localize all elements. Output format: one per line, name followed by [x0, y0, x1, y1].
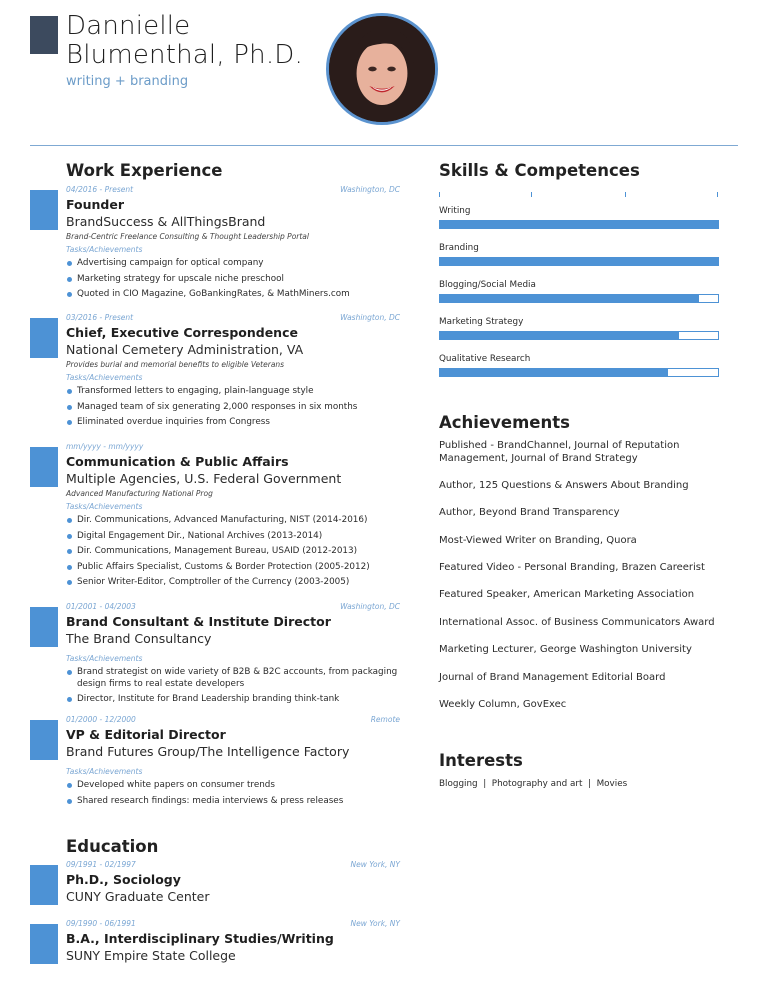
- scale-tick: [717, 192, 718, 197]
- task-list: [66, 780, 402, 811]
- skill-bar: [439, 257, 719, 266]
- task-item: Eliminated overdue inquiries from Congress: [66, 417, 402, 429]
- tasks-label: Tasks/Achievements: [66, 502, 143, 511]
- job-description: Brand-Centric Freelance Consulting & Thought Leadership Portal: [66, 232, 309, 241]
- education-dates: 09/1990 - 06/1991: [66, 919, 136, 928]
- job-dates: 01/2001 - 04/2003: [66, 602, 136, 611]
- job-marker: [30, 190, 58, 230]
- skill-row: [439, 280, 719, 290]
- tagline: writing + branding: [66, 74, 189, 89]
- job-marker: [30, 318, 58, 358]
- achievement-item: Featured Video - Personal Branding, Brazen Careerist: [439, 562, 705, 573]
- task-item: Senior Writer-Editor, Comptroller of the Currency (2003-2005): [66, 577, 402, 589]
- skill-scale-ticks: [439, 192, 719, 198]
- task-item: Marketing strategy for upscale niche preschool: [66, 274, 402, 286]
- task-item: Transformed letters to engaging, plain-language style: [66, 386, 402, 398]
- name-line-2: Blumenthal, Ph.D.: [66, 40, 303, 70]
- job-title: VP & Editorial Director: [66, 727, 226, 742]
- name-line-1: Dannielle: [66, 11, 191, 41]
- job-description: Advanced Manufacturing National Prog: [66, 489, 213, 498]
- task-item: Public Affairs Specialist, Customs & Border Protection (2005-2012): [66, 562, 402, 574]
- job-organization: BrandSuccess & AllThingsBrand: [66, 214, 266, 229]
- task-item: Shared research findings: media interviews & press releases: [66, 796, 402, 808]
- job-title: Chief, Executive Correspondence: [66, 325, 298, 340]
- skill-name: Qualitative Research: [439, 354, 531, 364]
- job-dates: 04/2016 - Present: [66, 185, 134, 194]
- education-meta: [66, 919, 400, 928]
- skill-bar-fill: [440, 369, 668, 376]
- task-list: [66, 258, 402, 305]
- achievement-item: Published - BrandChannel, Journal of Reputation Management, Journal of Brand Strategy: [439, 440, 680, 464]
- task-list: [66, 667, 402, 710]
- task-item: Managed team of six generating 2,000 responses in six months: [66, 402, 402, 414]
- task-item: Dir. Communications, Advanced Manufacturing, NIST (2014-2016): [66, 515, 402, 527]
- tasks-label: Tasks/Achievements: [66, 654, 143, 663]
- education-location: New York, NY: [350, 860, 400, 869]
- task-item: Dir. Communications, Management Bureau, USAID (2012-2013): [66, 546, 402, 558]
- tasks-label: Tasks/Achievements: [66, 767, 143, 776]
- job-meta: [66, 602, 400, 611]
- job-location: Remote: [370, 715, 400, 724]
- education-location: New York, NY: [350, 919, 400, 928]
- skill-row: [439, 243, 719, 253]
- skill-name: Marketing Strategy: [439, 317, 524, 327]
- achievement-item: Marketing Lecturer, George Washington University: [439, 644, 692, 655]
- achievement-item: International Assoc. of Business Communicators Award: [439, 617, 715, 628]
- tasks-label: Tasks/Achievements: [66, 373, 143, 382]
- achievement-item: Featured Speaker, American Marketing Association: [439, 589, 695, 600]
- job-dates: mm/yyyy - mm/yyyy: [66, 442, 144, 451]
- task-item: Director, Institute for Brand Leadership branding think-tank: [66, 694, 402, 706]
- skill-bar: [439, 331, 719, 340]
- skill-row: [439, 206, 719, 216]
- education-marker: [30, 865, 58, 905]
- job-marker: [30, 720, 58, 760]
- skill-bar-fill: [440, 221, 718, 228]
- job-description: Provides burial and memorial benefits to eligible Veterans: [66, 360, 285, 369]
- job-location: Washington, DC: [340, 602, 400, 611]
- profile-photo: [326, 13, 438, 125]
- skill-row: [439, 317, 719, 327]
- task-list: [66, 515, 402, 593]
- education-dates: 09/1991 - 02/1997: [66, 860, 136, 869]
- job-meta: [66, 185, 400, 194]
- skill-bar: [439, 294, 719, 303]
- job-title: Communication & Public Affairs: [66, 454, 289, 469]
- skill-bar: [439, 368, 719, 377]
- school-name: CUNY Graduate Center: [66, 889, 210, 904]
- skill-bar-fill: [440, 258, 718, 265]
- job-organization: Multiple Agencies, U.S. Federal Government: [66, 471, 342, 486]
- task-item: Quoted in CIO Magazine, GoBankingRates, & MathMiners.com: [66, 289, 402, 301]
- achievement-item: Author, Beyond Brand Transparency: [439, 507, 620, 518]
- job-location: Washington, DC: [340, 185, 400, 194]
- task-item: Advertising campaign for optical company: [66, 258, 402, 270]
- job-dates: 01/2000 - 12/2000: [66, 715, 136, 724]
- job-organization: The Brand Consultancy: [66, 631, 212, 646]
- job-organization: National Cemetery Administration, VA: [66, 342, 304, 357]
- achievement-item: Weekly Column, GovExec: [439, 699, 567, 710]
- education-heading: Education: [66, 837, 159, 856]
- task-item: Developed white papers on consumer trends: [66, 780, 402, 792]
- education-marker: [30, 924, 58, 964]
- job-title: Brand Consultant & Institute Director: [66, 614, 331, 629]
- achievement-item: Journal of Brand Management Editorial Board: [439, 672, 666, 683]
- interests-heading: Interests: [439, 751, 523, 770]
- job-dates: 03/2016 - Present: [66, 313, 134, 322]
- scale-tick: [531, 192, 532, 197]
- degree-title: Ph.D., Sociology: [66, 872, 181, 887]
- job-organization: Brand Futures Group/The Intelligence Factory: [66, 744, 350, 759]
- achievement-item: Most-Viewed Writer on Branding, Quora: [439, 535, 637, 546]
- job-meta: [66, 715, 400, 724]
- achievements-heading: Achievements: [439, 413, 570, 432]
- header-divider: [30, 145, 738, 146]
- job-meta: [66, 442, 400, 451]
- header-accent-square: [30, 16, 58, 54]
- skill-name: Branding: [439, 243, 479, 253]
- skill-name: Blogging/Social Media: [439, 280, 536, 290]
- task-item: Digital Engagement Dir., National Archives (2013-2014): [66, 531, 402, 543]
- job-location: Washington, DC: [340, 313, 400, 322]
- scale-tick: [439, 192, 440, 197]
- candidate-name: [66, 12, 303, 70]
- school-name: SUNY Empire State College: [66, 948, 236, 963]
- task-list: [66, 386, 402, 433]
- skills-heading: Skills & Competences: [439, 161, 640, 180]
- interests-list: Blogging | Photography and art | Movies: [439, 779, 628, 789]
- work-experience-heading: Work Experience: [66, 161, 223, 180]
- job-title: Founder: [66, 197, 125, 212]
- skill-bar: [439, 220, 719, 229]
- education-meta: [66, 860, 400, 869]
- degree-title: B.A., Interdisciplinary Studies/Writing: [66, 931, 334, 946]
- job-meta: [66, 313, 400, 322]
- job-marker: [30, 607, 58, 647]
- task-item: Brand strategist on wide variety of B2B & B2C accounts, from packaging design firms to real estate developers: [66, 667, 402, 690]
- achievement-item: Author, 125 Questions & Answers About Branding: [439, 480, 689, 491]
- portrait-illustration: [329, 16, 435, 122]
- skill-row: [439, 354, 719, 364]
- skill-bar-fill: [440, 332, 679, 339]
- skill-bar-fill: [440, 295, 699, 302]
- scale-tick: [625, 192, 626, 197]
- skill-name: Writing: [439, 206, 471, 216]
- tasks-label: Tasks/Achievements: [66, 245, 143, 254]
- job-marker: [30, 447, 58, 487]
